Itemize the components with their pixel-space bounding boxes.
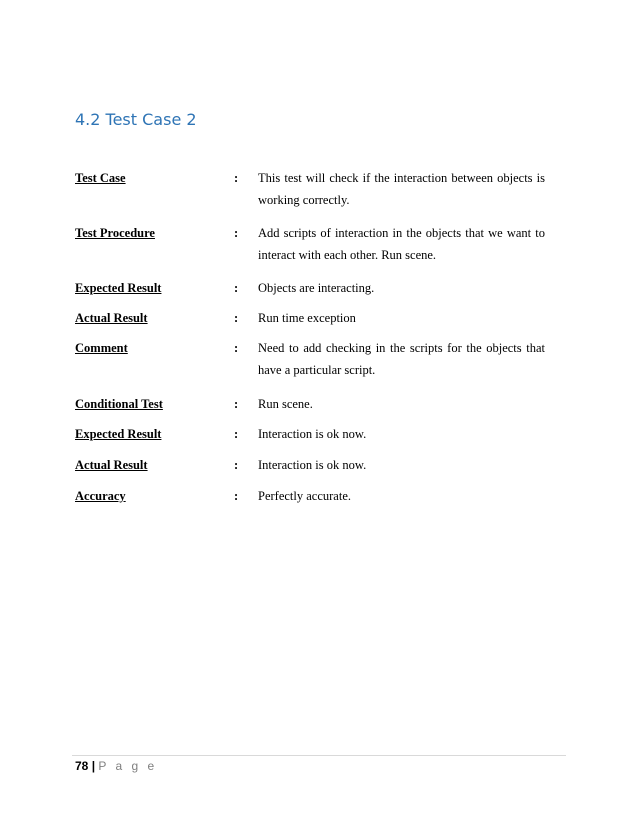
row-colon: : [234,397,239,411]
row-label: Test Case [75,171,126,185]
row-colon: : [234,281,239,295]
test-case-table [75,167,545,507]
row-test-case [75,167,545,211]
row-value: This test will check if the interaction between objects is working correctly. [258,171,545,207]
row-colon: : [234,171,239,185]
row-value: Interaction is ok now. [258,427,367,441]
row-colon: : [234,458,239,472]
row-expected-result-2 [75,423,545,445]
row-value: Run time exception [258,311,356,325]
row-label: Comment [75,341,128,355]
row-conditional-test [75,393,545,415]
row-label: Expected Result [75,281,162,295]
row-label: Expected Result [75,427,162,441]
row-colon: : [234,311,239,325]
page-footer [75,759,157,773]
row-actual-result-2 [75,454,545,476]
row-colon: : [234,427,239,441]
row-label: Actual Result [75,311,148,325]
row-actual-result [75,307,545,329]
row-label: Test Procedure [75,226,155,240]
footer-separator: | [91,759,96,773]
row-value: Add scripts of interaction in the objects that we want to interact with each other. Run scene. [258,226,545,262]
row-value: Interaction is ok now. [258,458,367,472]
row-value: Run scene. [258,397,313,411]
row-label: Conditional Test [75,397,163,411]
row-label: Accuracy [75,489,126,503]
section-heading: 4.2 Test Case 2 [75,110,197,129]
footer-divider [72,755,566,756]
row-value: Perfectly accurate. [258,489,351,503]
page-word: P a g e [98,759,158,773]
row-colon: : [234,489,239,503]
row-accuracy [75,485,545,507]
row-expected-result [75,277,545,299]
row-label: Actual Result [75,458,148,472]
row-value: Objects are interacting. [258,281,375,295]
row-colon: : [234,341,239,355]
row-value: Need to add checking in the scripts for the objects that have a particular script. [258,341,545,377]
row-comment [75,337,545,381]
page-number: 78 [75,759,89,773]
row-test-procedure [75,222,545,266]
row-colon: : [234,226,239,240]
